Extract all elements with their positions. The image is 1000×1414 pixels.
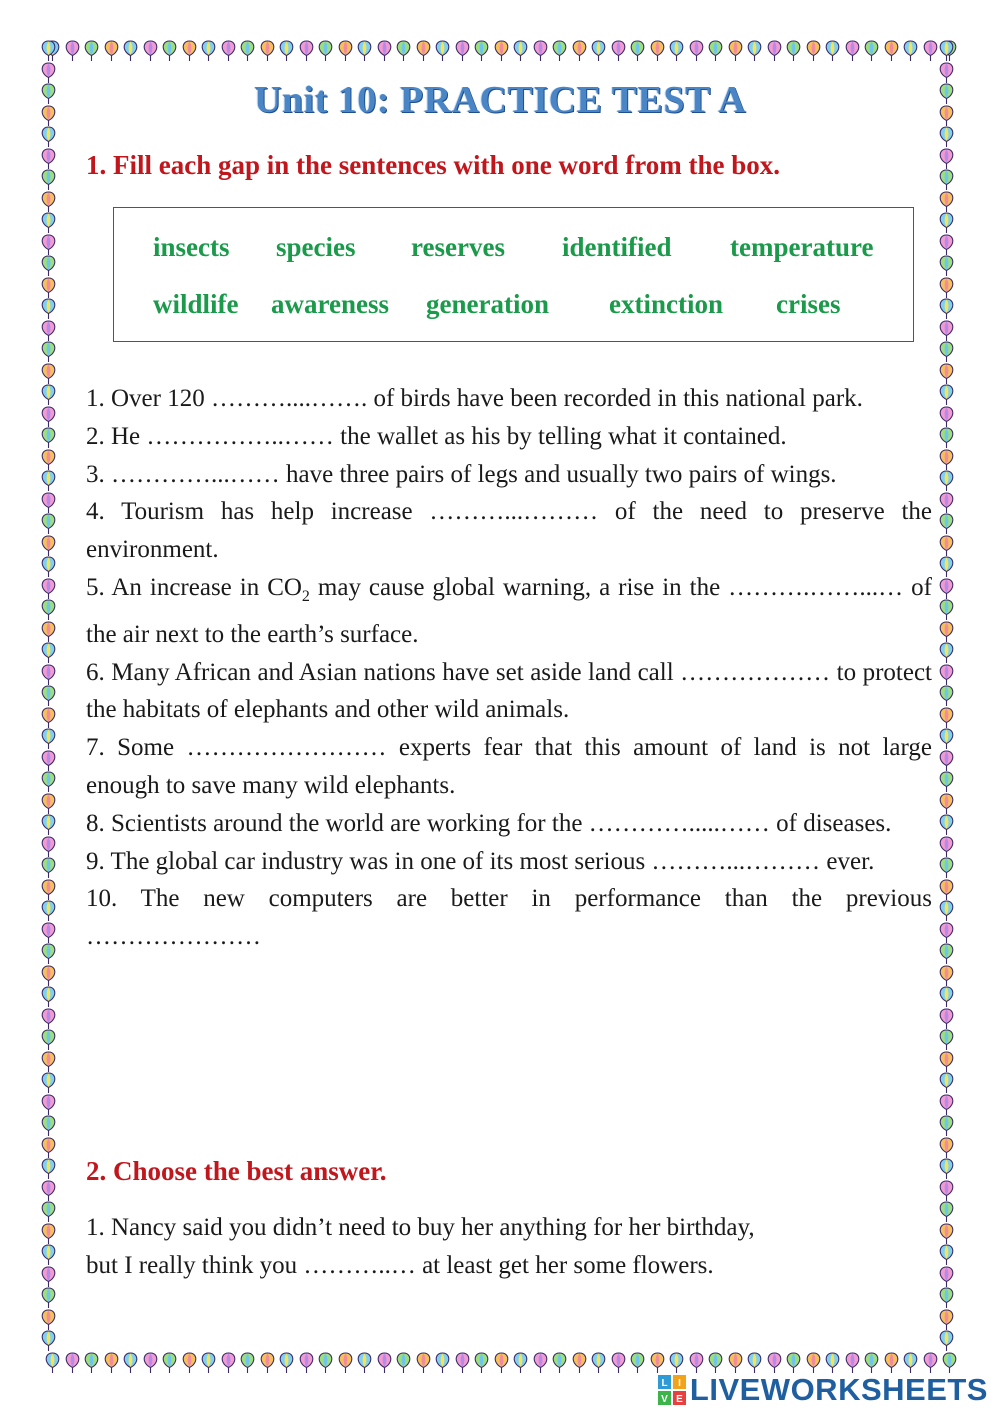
balloon-icon [938, 148, 955, 170]
balloon-icon [938, 341, 955, 363]
balloon-icon [746, 40, 763, 62]
balloon-icon [938, 685, 955, 707]
sentence-5 [86, 569, 932, 654]
balloon-icon [40, 1201, 57, 1223]
balloon-icon [40, 793, 57, 815]
balloon-icon [493, 1352, 510, 1374]
balloon-icon [200, 1352, 217, 1374]
balloon-icon [938, 793, 955, 815]
balloon-icon [278, 40, 295, 62]
balloon-icon [298, 40, 315, 62]
sentence-5-subscript: 2 [301, 587, 310, 605]
balloon-icon [938, 556, 955, 578]
sentence-5-start: 5. An increase in CO [86, 573, 302, 601]
balloon-icon [40, 900, 57, 922]
balloon-icon [938, 320, 955, 342]
balloon-icon [40, 1072, 57, 1094]
balloon-icon [938, 234, 955, 256]
balloon-icon [40, 1029, 57, 1051]
balloon-icon [938, 1223, 955, 1245]
balloon-icon [298, 1352, 315, 1374]
balloon-icon [785, 1352, 802, 1374]
balloon-icon [395, 40, 412, 62]
balloon-icon [805, 1352, 822, 1374]
balloon-icon [317, 40, 334, 62]
balloon-icon [938, 449, 955, 471]
balloon-icon [938, 900, 955, 922]
balloon-icon [40, 169, 57, 191]
balloon-icon [317, 1352, 334, 1374]
balloon-icon [376, 40, 393, 62]
svg-text:E: E [676, 1394, 683, 1405]
balloon-icon [40, 556, 57, 578]
balloon-icon [40, 492, 57, 514]
balloon-icon [415, 40, 432, 62]
balloon-icon [512, 40, 529, 62]
balloon-icon [727, 40, 744, 62]
balloon-icon [40, 427, 57, 449]
balloon-icon [844, 1352, 861, 1374]
balloon-icon [40, 148, 57, 170]
balloon-border-right [938, 40, 960, 1370]
balloon-icon [938, 986, 955, 1008]
balloon-icon [40, 750, 57, 772]
balloon-icon [40, 1051, 57, 1073]
balloon-icon [40, 943, 57, 965]
sentence-4: 4. Tourism has help increase ………...……… of the need to preserve the environment. [86, 498, 932, 564]
balloon-icon [688, 1352, 705, 1374]
balloon-icon [40, 578, 57, 600]
balloon-icon [938, 836, 955, 858]
balloon-icon [938, 599, 955, 621]
balloon-icon [40, 857, 57, 879]
balloon-icon [40, 341, 57, 363]
balloon-icon [239, 40, 256, 62]
balloon-icon [844, 40, 861, 62]
balloon-icon [356, 1352, 373, 1374]
word-item: generation [426, 289, 549, 319]
balloon-icon [40, 535, 57, 557]
balloon-icon [938, 750, 955, 772]
balloon-icon [707, 1352, 724, 1374]
balloon-icon [938, 1072, 955, 1094]
balloon-icon [40, 40, 57, 62]
balloon-icon [938, 814, 955, 836]
liveworksheets-watermark [658, 1372, 988, 1408]
balloon-icon [83, 1352, 100, 1374]
balloon-icon [938, 1051, 955, 1073]
balloon-icon [40, 685, 57, 707]
balloon-icon [103, 40, 120, 62]
word-item: reserves [411, 232, 505, 262]
balloon-icon [161, 40, 178, 62]
balloon-border-left [40, 40, 62, 1370]
word-item: temperature [730, 232, 874, 262]
balloon-icon [200, 40, 217, 62]
balloon-icon [938, 1029, 955, 1051]
balloon-icon [938, 1094, 955, 1116]
balloon-icon [40, 470, 57, 492]
balloon-icon [220, 40, 237, 62]
balloon-icon [40, 406, 57, 428]
balloon-icon [938, 1266, 955, 1288]
section2-heading: 2. Choose the best answer. [86, 1156, 387, 1186]
balloon-icon [532, 1352, 549, 1374]
balloon-icon [590, 40, 607, 62]
balloon-icon [629, 1352, 646, 1374]
balloon-icon [40, 664, 57, 686]
balloon-icon [938, 1158, 955, 1180]
balloon-icon [532, 40, 549, 62]
sentence-3: 3. …………...…… have three pairs of legs and usually two pairs of wings. [86, 460, 837, 488]
balloon-icon [938, 126, 955, 148]
balloon-icon [707, 40, 724, 62]
word-item: crises [776, 289, 841, 319]
balloon-icon [938, 1137, 955, 1159]
balloon-icon [902, 1352, 919, 1374]
balloon-icon [629, 40, 646, 62]
balloon-icon [590, 1352, 607, 1374]
balloon-icon [938, 492, 955, 514]
balloon-border-bottom [44, 1352, 960, 1374]
balloon-icon [64, 40, 81, 62]
question-1-line-1: 1. Nancy said you didn’t need to buy her anything for her birthday, [86, 1214, 755, 1241]
watermark-text: LIVEWORKSHEETS [689, 1372, 988, 1407]
balloon-icon [337, 40, 354, 62]
sentence-5-end: may cause global warning, a rise in the ……….……...… of the air next to the earth’s surface. [86, 573, 932, 648]
word-item: extinction [609, 289, 723, 319]
balloon-icon [727, 1352, 744, 1374]
balloon-icon [40, 965, 57, 987]
balloon-icon [337, 1352, 354, 1374]
word-item: wildlife [153, 289, 239, 319]
balloon-icon [883, 40, 900, 62]
balloon-icon [40, 1223, 57, 1245]
balloon-icon [64, 1352, 81, 1374]
balloon-icon [938, 1330, 955, 1352]
balloon-icon [83, 40, 100, 62]
balloon-icon [938, 1244, 955, 1266]
balloon-icon [938, 1180, 955, 1202]
balloon-icon [493, 40, 510, 62]
balloon-icon [938, 1309, 955, 1331]
balloon-icon [40, 384, 57, 406]
balloon-icon [40, 1330, 57, 1352]
word-item: awareness [271, 289, 389, 319]
balloon-icon [938, 470, 955, 492]
balloon-icon [259, 40, 276, 62]
balloon-icon [142, 1352, 159, 1374]
balloon-icon [938, 384, 955, 406]
balloon-icon [40, 621, 57, 643]
balloon-icon [649, 40, 666, 62]
page-title: Unit 10: PRACTICE TEST A [253, 79, 747, 121]
balloon-icon [938, 255, 955, 277]
balloon-icon [668, 1352, 685, 1374]
sentence-1: 1. Over 120 ………....……. of birds have been recorded in this national park. [86, 385, 863, 412]
balloon-icon [40, 642, 57, 664]
balloon-icon [938, 664, 955, 686]
balloon-icon [938, 771, 955, 793]
balloon-icon [181, 40, 198, 62]
balloon-icon [278, 1352, 295, 1374]
balloon-icon [161, 1352, 178, 1374]
balloon-icon [766, 40, 783, 62]
balloon-icon [863, 40, 880, 62]
balloon-icon [688, 40, 705, 62]
balloon-icon [551, 1352, 568, 1374]
balloon-icon [40, 1309, 57, 1331]
balloon-icon [938, 707, 955, 729]
balloon-icon [938, 212, 955, 234]
balloon-icon [40, 1094, 57, 1116]
balloon-icon [746, 1352, 763, 1374]
choose-answer-question-1 [86, 1209, 932, 1285]
sentence-6: 6. Many African and Asian nations have set aside land call ……………… to protect the habitats of elephants and other wild animals. [86, 658, 932, 724]
balloon-icon [785, 40, 802, 62]
balloon-icon [40, 814, 57, 836]
balloon-icon [239, 1352, 256, 1374]
balloon-icon [40, 1158, 57, 1180]
balloon-icon [938, 621, 955, 643]
balloon-icon [473, 1352, 490, 1374]
svg-text:I: I [678, 1378, 681, 1389]
balloon-icon [395, 1352, 412, 1374]
balloon-icon [40, 513, 57, 535]
balloon-icon [40, 986, 57, 1008]
balloon-icon [40, 771, 57, 793]
svg-text:L: L [661, 1378, 668, 1389]
balloon-icon [938, 535, 955, 557]
balloon-icon [181, 1352, 198, 1374]
balloon-icon [259, 1352, 276, 1374]
balloon-icon [122, 40, 139, 62]
balloon-icon [40, 449, 57, 471]
balloon-icon [938, 277, 955, 299]
svg-text:V: V [661, 1394, 668, 1405]
balloon-icon [883, 1352, 900, 1374]
balloon-icon [40, 1137, 57, 1159]
balloon-icon [40, 879, 57, 901]
balloon-icon [938, 965, 955, 987]
balloon-icon [938, 406, 955, 428]
balloon-icon [863, 1352, 880, 1374]
balloon-icon [766, 1352, 783, 1374]
balloon-icon [938, 427, 955, 449]
balloon-icon [571, 1352, 588, 1374]
balloon-icon [610, 1352, 627, 1374]
word-item: identified [562, 232, 672, 262]
balloon-icon [40, 707, 57, 729]
balloon-icon [938, 298, 955, 320]
balloon-icon [40, 320, 57, 342]
word-box [113, 207, 914, 342]
balloon-icon [40, 599, 57, 621]
sentence-8: 8. Scientists around the world are working for the ………….....…… of diseases. [86, 809, 892, 837]
balloon-icon [610, 40, 627, 62]
sentence-7: 7. Some …………………… experts fear that this amount of land is not large enough to save many wild elephants. [86, 734, 932, 799]
sentence-2: 2. He ……………..…… the wallet as his by telling what it contained. [86, 422, 787, 450]
question-1-line-2: but I really think you ………..… at least get her some flowers. [86, 1251, 714, 1279]
balloon-icon [40, 1244, 57, 1266]
balloon-icon [938, 642, 955, 664]
balloon-icon [40, 212, 57, 234]
balloon-icon [103, 1352, 120, 1374]
balloon-icon [938, 1201, 955, 1223]
balloon-icon [142, 40, 159, 62]
balloon-icon [571, 40, 588, 62]
balloon-icon [902, 40, 919, 62]
balloon-icon [938, 169, 955, 191]
balloon-icon [434, 40, 451, 62]
balloon-icon [40, 234, 57, 256]
balloon-icon [922, 40, 939, 62]
balloon-border-top [44, 40, 960, 62]
balloon-icon [938, 1115, 955, 1137]
balloon-icon [668, 40, 685, 62]
balloon-icon [938, 1287, 955, 1309]
balloon-icon [938, 857, 955, 879]
balloon-icon [40, 1115, 57, 1137]
balloon-icon [40, 922, 57, 944]
balloon-icon [40, 836, 57, 858]
balloon-icon [415, 1352, 432, 1374]
balloon-icon [938, 922, 955, 944]
balloon-icon [824, 1352, 841, 1374]
balloon-icon [434, 1352, 451, 1374]
balloon-icon [40, 728, 57, 750]
liveworksheets-logo-icon [658, 1375, 686, 1405]
balloon-icon [40, 363, 57, 385]
balloon-icon [938, 40, 955, 62]
balloon-icon [454, 40, 471, 62]
balloon-icon [512, 1352, 529, 1374]
balloon-icon [922, 1352, 939, 1374]
balloon-icon [40, 255, 57, 277]
balloon-icon [40, 277, 57, 299]
balloon-icon [649, 1352, 666, 1374]
balloon-icon [40, 1287, 57, 1309]
balloon-icon [805, 40, 822, 62]
section1-heading: 1. Fill each gap in the sentences with one word from the box. [86, 150, 780, 180]
balloon-icon [938, 879, 955, 901]
balloon-icon [376, 1352, 393, 1374]
balloon-icon [40, 1008, 57, 1030]
word-item: insects [153, 232, 230, 262]
sentence-10: 10. The new computers are better in performance than the previous ………………… [86, 885, 932, 951]
balloon-icon [938, 513, 955, 535]
balloon-icon [938, 363, 955, 385]
balloon-icon [938, 191, 955, 213]
balloon-icon [40, 126, 57, 148]
balloon-icon [824, 40, 841, 62]
balloon-icon [551, 40, 568, 62]
balloon-icon [40, 298, 57, 320]
balloon-icon [40, 191, 57, 213]
balloon-icon [938, 943, 955, 965]
balloon-icon [454, 1352, 471, 1374]
balloon-icon [938, 1008, 955, 1030]
balloon-icon [938, 728, 955, 750]
balloon-icon [122, 1352, 139, 1374]
sentence-9: 9. The global car industry was in one of its most serious ………...……… ever. [86, 847, 875, 875]
balloon-icon [220, 1352, 237, 1374]
balloon-icon [356, 40, 373, 62]
word-item: species [276, 232, 356, 262]
balloon-icon [473, 40, 490, 62]
balloon-icon [938, 578, 955, 600]
balloon-icon [40, 1180, 57, 1202]
fill-gap-sentences [86, 380, 932, 956]
balloon-icon [40, 1266, 57, 1288]
